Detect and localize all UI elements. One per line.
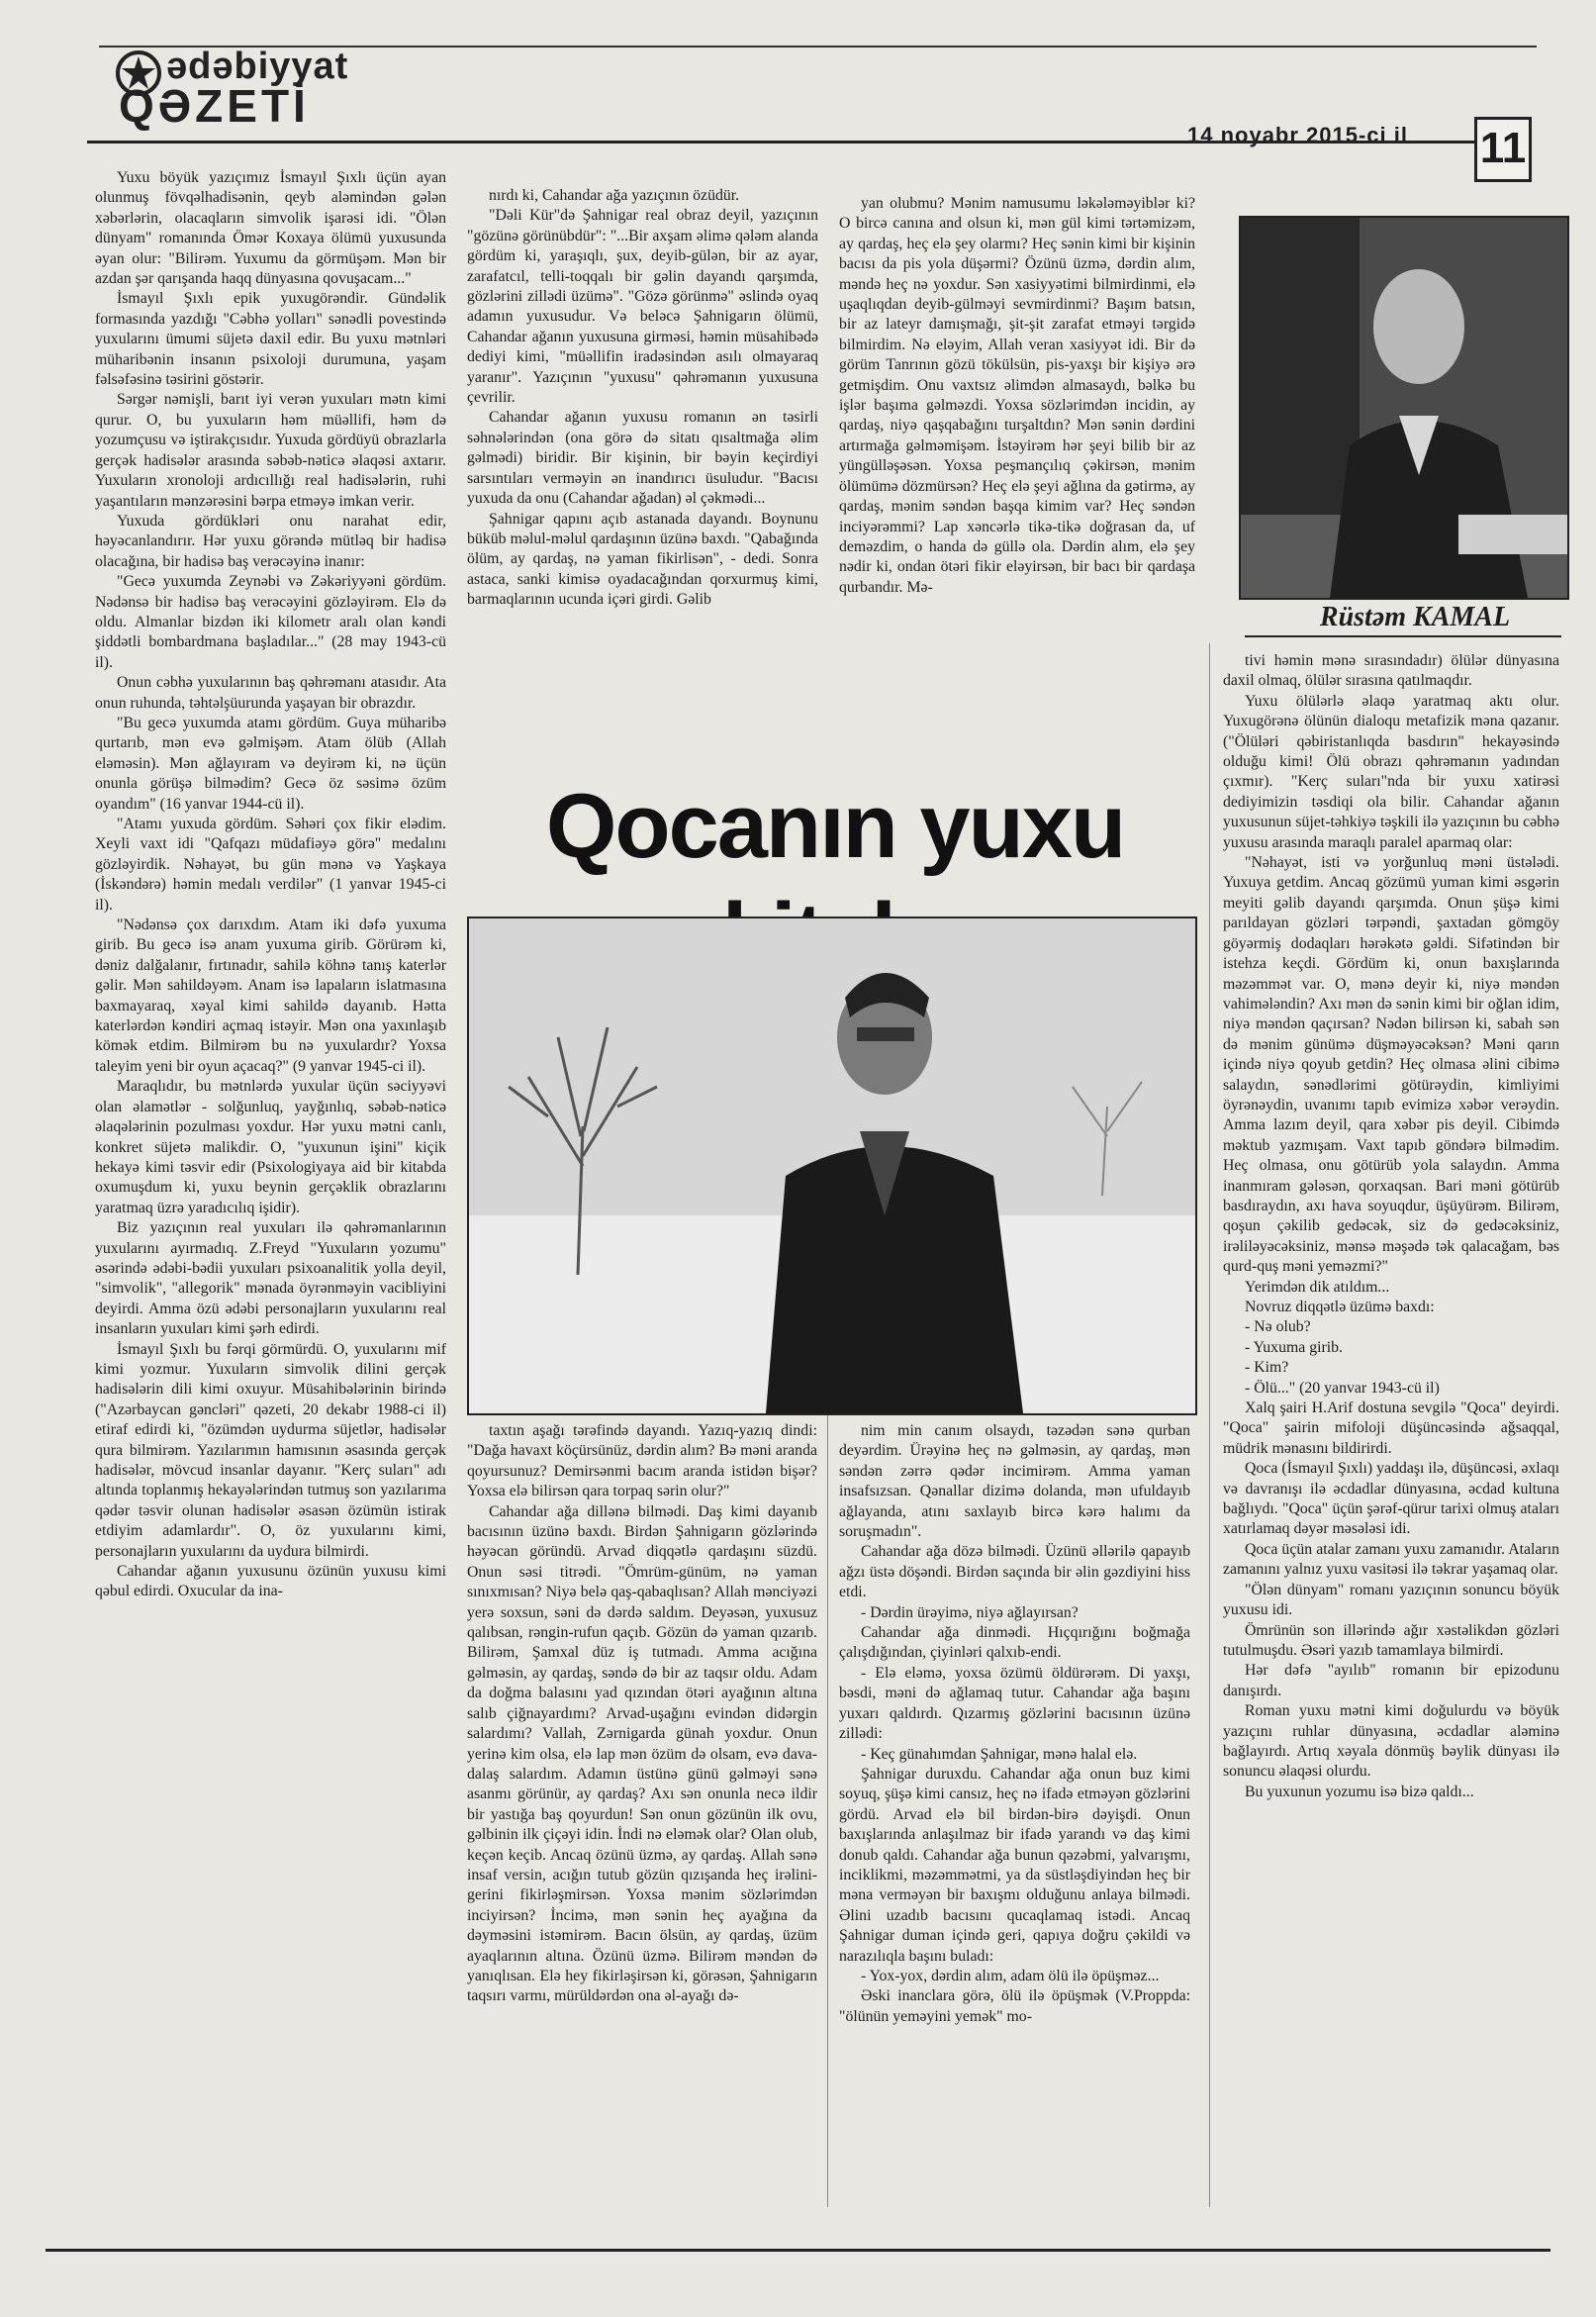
column-3-top <box>839 194 1195 772</box>
paragraph: Yuxu ölülərlə əlaqə yaratmaq aktı olur. Yuxugörənə ölünün dialoqu metafizik məna qazanır. ("Ölüləri qəbiristanlıqda basdırın" hekayəsində olduğu kimi! Ölü obrazı qəhrəmanın yadından çıxmır). "Kerç suları"nda bir yuxu xatirəsi dediyimizin təsdiqi ola bilir. Cahandar ağanın yuxusunun süjet-təhkiyə təşkili ilə yazıçının bu cəbhə yuxusu arasında maraqlı paralel aparmaq olar: <box>1223 692 1559 851</box>
paragraph: "Nəhayət, isti və yorğunluq məni üstələdi. Yuxuya getdim. Ancaq gözümü yuman kimi əsgərin meyiti gəlib dayandı qarşımda. Onun şüşə kimi parıldayan gözləri tərpəndi, şaxtadan gömgöy göyərmiş dodaqları hərəkətə gəldi. Sifətindən bir istehza keçdi. Gördüm ki, onun baxışlarında məzəmmət var. O, mənə deyir ki, niyə məndən vahimələndin? Axı mən də sənin kimi bir oğlan idim, niyə məndən qaçırsan? Nədən bilirsən ki, sabah sən də mənim günümə düşməyəcəksən? Məni qarın içində niyə qoyub getdin? Heç olmasa əlini cibimə salaydın, sənədlərimi götürəydin, kimliyimi öyrənəydin, uvanımı tapıb evimizə xəbər verəydin. Amma lazım deyil, qara xəbər pis deyil. Cibimdə məktub yazmışam. Vaxt tapıb göndərə bilmədim. Heç olmasa, onu götürüb yola salaydın. Amma inanmıram gələsən, qorxaqsan. Bari məni götürüb basdıraydın, axı hava soyuqdur, üşüyürəm. Bilirəm, qoşun çəkilib gedəcək, siz də gedəcəksiniz, irəliləyəcəksiniz, mənsə məşədə tək qalacağam, bəs qurd-quş məni yeməzmi?" <box>1223 854 1559 1276</box>
masthead-line2: QƏZETİ <box>119 80 310 132</box>
paragraph: Şahnigar qapını açıb astanada dayandı. Boynunu büküb məlul-məlul qardaşının üzünə baxdı. "Qabağında ölüm, ay qardaş, nə yaman fikirlisən", - dedi. Sonra astaca, sanki kimisə oyadacağından qorxurmuş kimi, barmaqlarının ucunda içəri girdi. Gəlib <box>467 510 818 609</box>
main-photo <box>467 917 1197 1415</box>
column-1 <box>95 168 446 2202</box>
paragraph: - Keç günahımdan Şahnigar, mənə halal elə. <box>861 1745 1138 1763</box>
paragraph: "Bu gecə yuxumda atamı gördüm. Guya müharibə qurtarıb, mən evə gəlmişəm. Atam ölüb (Allah eləməsin). Mən ağlayıram və deyirəm ki, nə üçün onunla görüşə bilmədim? Gecə öz səsimə özüm oyandım" (16 yanvar 1944-cü il). <box>95 714 446 813</box>
paragraph: "Nədənsə çox darıxdım. Atam iki dəfə yuxuma girib. Bu gecə isə anam yuxuma girib. Görürəm ki, dəniz dalğalanır, fırtınadır, sahilə köhnə tanış katerlər gəlir. Mən sahildəyəm. Anam isə lapaların islatmasına baxmayaraq, xəyal kimi sahildə dayanıb. Hətta katerlərdən kəndiri açmaq istəyir. Mən ona yaxınlaşıb kömək etdim. Bilmirəm bu nə yuxulardır? Yoxsa taleyim yeni bir oyun açacaq?" (9 yanvar 1945-ci il). <box>95 917 446 1075</box>
paragraph: "Dəli Kür"də Şahnigar real obraz deyil, yazıçının "gözünə görünübdür": "...Bir axşam əlimə qələm alanda gördüm ki, yaraşıqlı, şux, deyib-gülən, bir az ayar, zarafatcıl, telli-toqqalı bir gəlin dayandı qarşımda, gözlərini zillədi üzümə". "Gözə görünmə" əslində oyaq adamın yuxusudur. Və beləcə Şahnigarın ölümü, Cahandar ağanın yuxusuna girməsi, həmin müsahibədə dediyi kimi, "müəllifin iradəsindən asılı olmayaraq yaranır". Yazıçının "yuxusu" qəhrəmanın yuxusuna çevrilir. <box>467 207 818 407</box>
paragraph: - Yuxuma girib. <box>1245 1338 1344 1356</box>
paragraph: yan olubmu? Mənim namusumu ləkələməyiblər ki? O bircə canına and olsun ki, mən gül kimi tərtəmizəm, ay qardaş, heç elə şey olarmı? Heç sənin kimi bir kişinin bacısı da pis yola düşərmi? Özünü üzmə, dərdin alım, məndə heç nə yoxdur. Sən xasiyyətimi bilmirdinmi, elə uşaqlıqdan deyib-gülməyi sevmirdinmi? Başım batsın, bir az lateyr damışmağı, şit-şit zarafat etməyi tərgidə bilmirdim. Nə eləyim, Allah veran xasiyyət idi. Bir də görüm Tanrının gözü tökülsün, pis-yaxşı bir kişiyə ərə getmişdim. Onu vaxtsız əlimdən almasaydı, bəlkə bu işlər başıma gəlməzdi. Yoxsa sözlərimdən incidin, ay qardaş, niyə qaşqabağını turşaltdın? Mən sənin dərdini artırmağa gəlməmişəm. İstəyirəm hər şeyi bilib bir az yüngülləşəsən. Yoxsa peşmançılıq çəkirsən, mənim ölümümə dözmürsən? Heç elə şeyi ağlına da gətirmə, ay qardaş, mənim səndən başqa kimim var? Heç səndən inciyərəmmi? Lap xəncərlə tikə-tikə doğrasan da, uf deməzdim, o handa də güllə ola. Dərdin alım, elə şey nədir ki, ondan ötəri fikir eləyirsən, bir bacı bir qardaşa qurbandır. Mə- <box>839 195 1195 596</box>
paragraph: Əski inanclara görə, ölü ilə öpüşmək (V.Proppda: "ölünün yeməyini yemək" mo- <box>839 1987 1190 2025</box>
paragraph: taxtın aşağı tərəfində dayandı. Yazıq-yazıq dindi: "Dağa havaxt köçürsünüz, dərdin alım? Bə məni aranda qoyursunuz? Demirsənmi bacım aranda istidən bişər? Yoxsa elə bilirsən qara torpaq sərin olur?" <box>467 1422 817 1500</box>
masthead <box>109 40 366 139</box>
paragraph: Biz yazıçının real yuxuları ilə qəhrəmanlarının yuxularını ayırmadıq. Z.Freyd "Yuxuların yozumu" əsərində ədəbi-bədii yuxuları psixoanalitik yolla deyil, "simvolik", "allegorik" mənada öyrənməyin vacibliyini deyirdi. Amma özü ədəbi personajların yuxularını real insanların yuxuları kimi şərh edirdi. <box>95 1219 446 1338</box>
paragraph: - Yox-yox, dərdin alım, adam ölü ilə öpüşməz... <box>861 1967 1160 1984</box>
paragraph: Roman yuxu mətni kimi doğulurdu və böyük yazıçını ruhlar dünyasına, əcdadlar aləminə bağlayırdı. Artıq xəyala dönmüş bəylik dünyası ilə sonuncu əlaqəsi olurdu. <box>1223 1702 1559 1781</box>
author-name: Rüstəm KAMAL <box>1319 602 1511 632</box>
paragraph: tivi həmin mənə sırasındadır) ölülər dünyasına daxil olmaq, ölülər sırasına qatılmaqdır. <box>1223 652 1559 690</box>
paragraph: "Gecə yuxumda Zeynəbi və Zəkəriyyəni gördüm. Nədənsə bir hadisə baş verəcəyini gözləyirəm. Elə də oldu. Almanlar bizdən iki kilometr aralı olan kəndi şiddətli bombardmana başladılar..." (28 may 1943-cü il). <box>95 573 446 671</box>
column-3-bottom <box>839 1421 1190 2203</box>
paragraph: nim min canım olsaydı, təzədən sənə qurban deyərdim. Ürəyinə heç nə gəlməsin, ay qardaş, mən səndən zərrə qədər incimirəm. Amma yaman insafsızsan. Qənallar dizimə dolanda, mən ufuldayıb ağlayanda, atını saxlayıb bircə kərə halımı da soruşmadın". <box>839 1422 1190 1541</box>
column-2-bottom <box>467 1421 817 2203</box>
paragraph: Novruz diqqətlə üzümə baxdı: <box>1245 1299 1435 1315</box>
column-divider <box>1209 643 1210 2207</box>
author-portrait-icon <box>1241 218 1567 598</box>
paragraph: Cahandar ağa dözə bilmədi. Üzünü əllərilə qapayıb ağzı üstə döşəndi. Birdən saçında bir əlin gəzdiyini hiss etdi. <box>839 1543 1190 1601</box>
paragraph: Onun cəbhə yuxularının baş qəhrəmanı atasıdır. Ata onun ruhunda, təhtəlşüurunda yaşayan bir obrazdır. <box>95 674 446 712</box>
paragraph: Maraqlıdır, bu mətnlərdə yuxular üçün səciyyəvi olan əlamətlər - solğunluq, yayğınlıq, səbəb-nəticə əlaqələrinin pozulması yoxdur. Hər yuxu mətni canlı, konkret süjetə malikdir. O, "yuxunun işini" kiçik hekayə kimi təsvir edir (Psixologiyaya aid bir kitabda oxumuşdum ki, yuxu beynin gerçəklik obrazlarını yaratmaq üzrə yaradıcılıq işidir). <box>95 1078 446 1216</box>
paragraph: Yuxu böyük yazıçımız İsmayıl Şıxlı üçün ayan olunmuş fövqəlhadisənin, qeyb aləmindən gələn xəbərlərin, olacaqların simvolik işarəsi idi. "Ölən dünyam" romanında Ömər Koxaya ölümü yuxusunda əyan olur: "Bilirəm. Yuxumu da görmüşəm. Mən bir azdan şər qarışanda haqq dünyasına qovuşacam..." <box>95 169 446 288</box>
paragraph: Cahandar ağanın yuxusunu özünün yuxusu kimi qəbul edirdi. Oxucular da ina- <box>95 1563 446 1600</box>
winter-portrait-icon <box>469 918 1195 1413</box>
paragraph: İsmayıl Şıxlı epik yuxugörəndir. Gündəlik formasında yazdığı "Cəbhə yolları" sənədli povestində yuxularını ümumi süjetə daxil edir. Bu yuxu mətnləri müharibənin insanın psixoloji durumuna, yaşam fəlsəfəsinə təsirini göstərir. <box>95 290 446 389</box>
paragraph: - Ölü..." (20 yanvar 1943-cü il) <box>1245 1379 1440 1397</box>
author-photo <box>1239 216 1569 600</box>
paragraph: Yerimdən dik atıldım... <box>1245 1278 1390 1296</box>
column-divider <box>827 1415 828 2207</box>
bottom-rule <box>46 2249 1550 2252</box>
paragraph: Şahnigar duruxdu. Cahandar ağa onun buz kimi soyuq, şüşə kimi cansız, heç nə ifadə etməyən gözlərini gördü. Arvad elə bil birdən-birə dəyişdi. Onun baxışlarında anlaşılmaz bir ifadə yarandı və daş kimi donub qaldı. Cahandar ağa bunun qəzəbmi, yalvarışmı, inciklikmi, məzəmmətmi, ya da süstləşdiyindən heç bir məna verməyən bir baxışmı olduğunu anlaya bilmədi. Əlini uzadıb bacısını qucaqlamaq istədi. Ancaq Şahnigar duman içində geri, qapıya doğru çəkildi və narazılıqla başını buladı: <box>839 1765 1190 1965</box>
paragraph: Yuxuda gördükləri onu narahat edir, həyəcanlandırır. Hər yuxu görəndə mütləq bir hadisə olacağına, bir hadisə baş verəcəyinə inanır: <box>95 512 446 570</box>
paragraph: Cahandar ağanın yuxusu romanın ən təsirli səhnələrindən (ona görə də sitatı qısaltmağa əlim gəlmədi) biridir. Bir kişinin, bir bəyin keçirdiyi sarsıntıları verməyin ən inandırıcı üsuludur. "Bacısı yuxuda da onu (Cahandar ağadan) əl çəkmədi... <box>467 409 818 508</box>
paragraph: - Nə olub? <box>1245 1318 1311 1336</box>
paragraph: Bu yuxunun yozumu isə bizə qaldı... <box>1245 1783 1474 1800</box>
paragraph: "Atamı yuxuda gördüm. Səhəri çox fikir elədim. Xeyli vaxt idi "Qafqazı müdafiəyə görə" medalını gözləyirdik. Nəhayət, bu gün mənə və Yaşkaya (İskəndərə) həmin medalı verdilər" (1 yanvar 1945-ci il). <box>95 816 446 914</box>
paragraph: - Dərdin ürəyimə, niyə ağlayırsan? <box>861 1603 1079 1621</box>
paragraph: Ömrünün son illərində ağır xəstəlikdən gözləri tutulmuşdu. Əsəri yazıb tamamlaya bilmirdi. <box>1223 1621 1559 1659</box>
paragraph: Cahandar ağa dillənə bilmədi. Daş kimi dayanıb bacısının üzünə baxdı. Birdən Şahnigarın gözlərində həyəcan göründü. Arvad diqqətlə qardaşını süzdü. Onun səsi titrədi. "Ömrüm-günüm, nə yaman sınıxmısan? Niyə belə qaş-qabaqlısan? Allah mənciyəzi yerə soxsun, səni də dərdə saldım. Deyəsən, yuxusuz qalıbsan, rəngin-rufun qaçıb. Gözün də yaman qızarıb. Bilirəm, Şamxal düz iş tutmadı. Amma acığına gəlməsin, ay qardaş, səndə də bir az taqsır oldu. Adam da doğma balasını yad qızından ötəri ayağının altına salıb çiğnayardımı? Arvad-uşağını evindən didərgin salardımı? Vallah, Zərnigarda günah yoxdur. Onun yerinə kim olsa, elə lap mən özüm də olsam, evə dava-dalaş salardım. Adamın üstünə günü gəlməyi sənə asanmı görünür, ay qardaş? Axı sən onunla necə ildir bir yastığa baş qoyurdun! Sən onun gözünün ilk ovu, gəlbinin ilk çiçəyi idin. İndi nə eləmək olar? Olan olub, keçən keçib. Ancaq özünü üzmə, ay qardaş. Allah sənə insaf versin, acığın tutub gözün qızışanda heç irəlini-gerini fikirləşmirsən. Yoxsa mənim sözlərimdən inciyirsən? İncimə, mən sənin heç ayağına da dəyməsini istəmirəm. Bacın ölsün, ay qardaş, üzüm ayaqlarının altına. Özünü üzmə. Bilirəm məndən də yanıqlısan. Elə hey fikirləşirsən ki, görəsən, Şahnigarın taqsırı varmı, mürüldərdən ona əl-ayağı də- <box>467 1502 817 2005</box>
paragraph: nırdı ki, Cahandar ağa yazıçının özüdür. <box>489 187 740 204</box>
paragraph: Qoca üçün atalar zamanı yuxu zamanıdır. Ataların zamanını yalnız yuxu vasitəsi ilə təkrar yaşamaq olar. <box>1223 1540 1559 1579</box>
paragraph: Xalq şairi H.Arif dostuna sevgilə "Qoca" deyirdi. "Qoca" şairin mifoloji düşüncəsində ağsaqqal, müdrik mənasını bildirirdi. <box>1223 1400 1559 1457</box>
paragraph: Qoca (İsmayıl Şıxlı) yaddaşı ilə, düşüncəsi, əxlaqı və davranışı ilə əcdadlar dünyasına, əcdad kultuna bağlıydı. "Qoca" üçün şərəf-qürur tarixi olmuş ataları xatırlamaq dəyər məsələsi idi. <box>1223 1460 1559 1538</box>
paragraph: - Elə eləmə, yoxsa özümü öldürərəm. Di yaxşı, bəsdi, məni də ağlamaq tutur. Cahandar ağa başını yuxarı qaldırdı. Qızarmış gözlərini bacısının üzünə zillədi: <box>839 1664 1190 1743</box>
paragraph: Hər dəfə "ayılıb" romanın bir epizodunu danışırdı. <box>1223 1662 1559 1699</box>
paragraph: Cahandar ağa dinmədi. Hıçqırığını boğmağa çalışdığından, çiyinləri qalxıb-endi. <box>839 1624 1190 1662</box>
issue-date: 14 noyabr 2015-ci il <box>1187 123 1408 147</box>
header-rule <box>87 141 1477 144</box>
masthead-line1: ədəbiyyat <box>166 46 349 87</box>
caption-rule <box>1245 635 1561 637</box>
paragraph: Sərgər nəmişli, barıt iyi verən yuxuları mətn kimi qurur. O, bu yuxuların həm müəllifi, həm də yozumçusu və iştirakçısıdır. Yuxuda gördüyü obrazlarla gerçək hadisələr arasında səbəb-nəticə əlaqəsi axtarır. Yuxuların xronoloji ardıcıllığı real hadisələrin, ruhi yaşantıların mənzərəsini bərpa etməyə imkan verir. <box>95 391 446 510</box>
paragraph: İsmayıl Şıxlı bu fərqi görmürdü. O, yuxularını mif kimi yozmur. Yuxuların simvolik dilini gerçək hadisələrin dili kimi oxuyur. Müsahibələrinin birində ("Azərbaycan gəncləri" qəzeti, 20 dekabr 1988-ci il) etiraf edirdi ki, "özümdən uydurma süjetlər, hadisələr qura bilmirəm. Yazılarımın hamısının əsasında gerçək hadisələr, mövcud insanlar dayanır. "Kerç suları" adı altında toplanmış hekayələrindən tutmuş son yazılarıma qədər təsvir olunan hadisələr əsasən özümün istirak etdiyim adamlardır". O, öz yuxularını kimi, personajların yuxularını da uydura bilmirdi. <box>95 1340 446 1560</box>
paragraph: - Kim? <box>1245 1359 1289 1377</box>
paragraph: "Ölən dünyam" romanı yazıçının sonuncu böyük yuxusu idi. <box>1223 1581 1559 1619</box>
page-number: 11 <box>1474 117 1532 182</box>
column-4 <box>1223 651 1559 2235</box>
article-title: Qocanın yuxu <box>545 776 1125 877</box>
column-2-top <box>467 186 818 762</box>
